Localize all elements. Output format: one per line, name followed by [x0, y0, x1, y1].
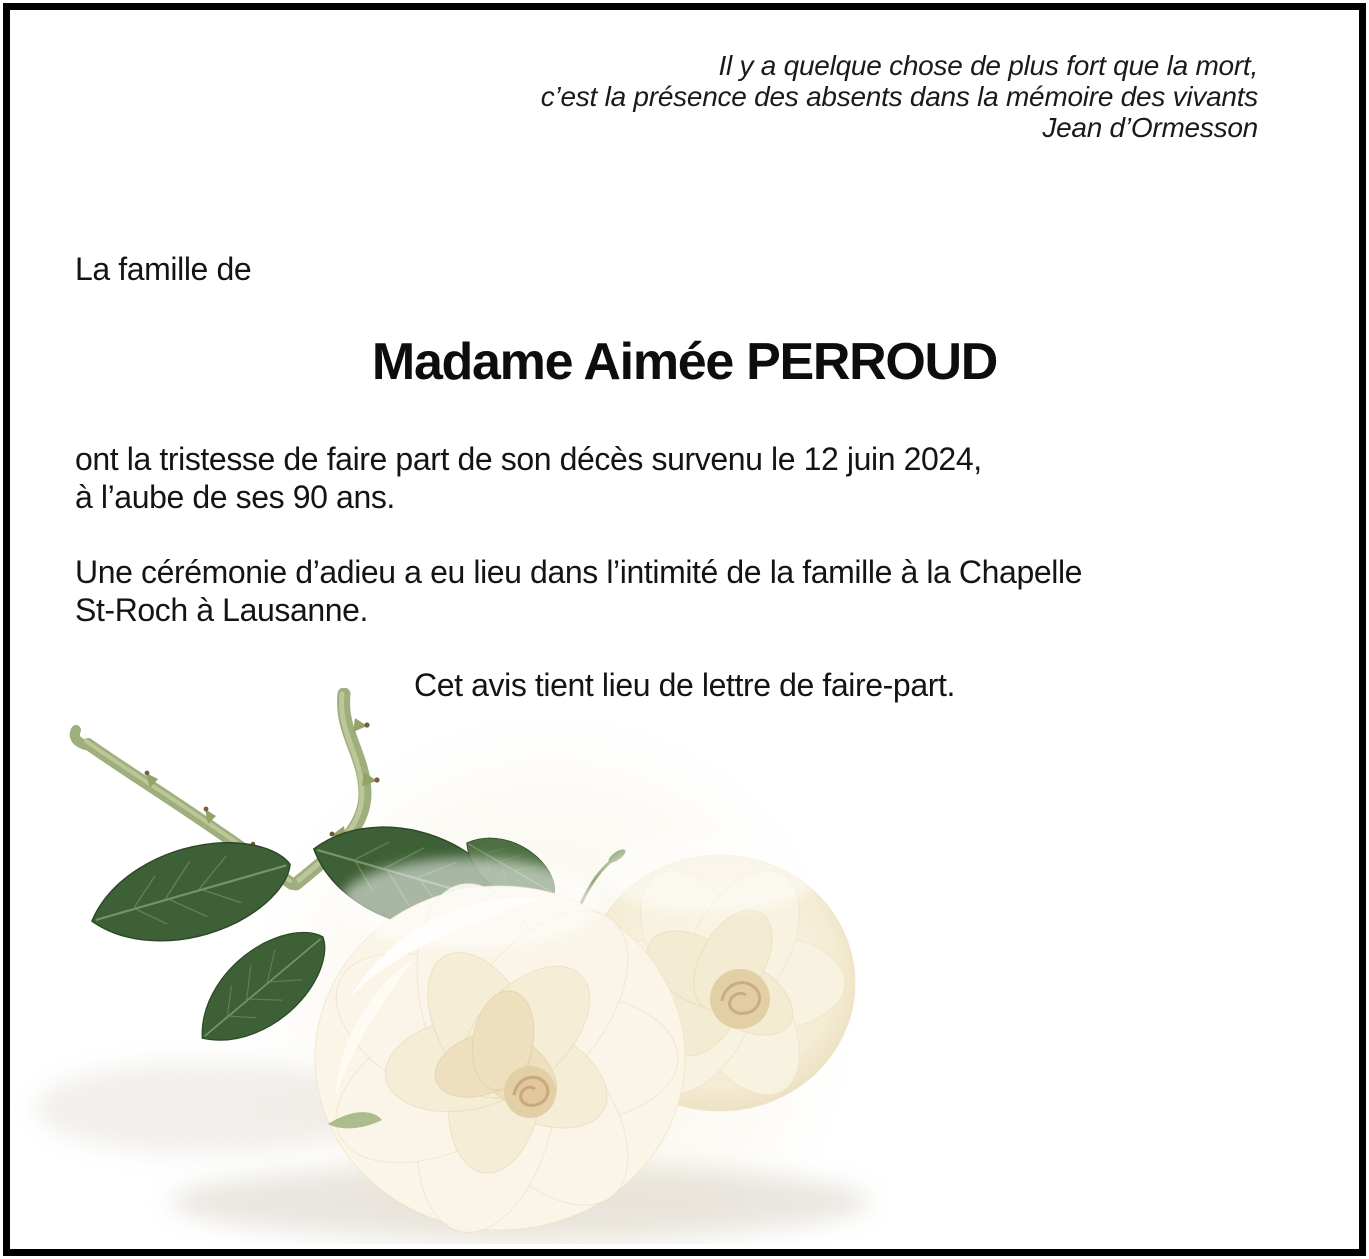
death-notice-line-1: ont la tristesse de faire part de son décès survenu le 12 juin 2024,	[75, 441, 982, 477]
ceremony-paragraph	[75, 553, 1082, 629]
closing-line: Cet avis tient lieu de lettre de faire-part.	[414, 667, 955, 703]
deceased-name: Madame Aimée PERROUD	[371, 333, 998, 391]
white-roses-photo	[10, 688, 890, 1244]
quote-line-1: Il y a quelque chose de plus fort que la mort,	[718, 50, 1258, 81]
death-notice-line-2: à l’aube de ses 90 ans.	[75, 479, 395, 515]
ceremony-line-1: Une cérémonie d’adieu a eu lieu dans l’intimité de la famille à la Chapelle	[75, 554, 1083, 590]
quote-line-2: c’est la présence des absents dans la mémoire des vivants	[540, 81, 1258, 112]
quote-author: Jean d’Ormesson	[1042, 112, 1258, 143]
family-intro: La famille de	[75, 251, 252, 287]
epigraph-quote	[541, 50, 1258, 143]
ceremony-line-2: St-Roch à Lausanne.	[75, 592, 369, 628]
death-notice-paragraph	[75, 440, 982, 516]
